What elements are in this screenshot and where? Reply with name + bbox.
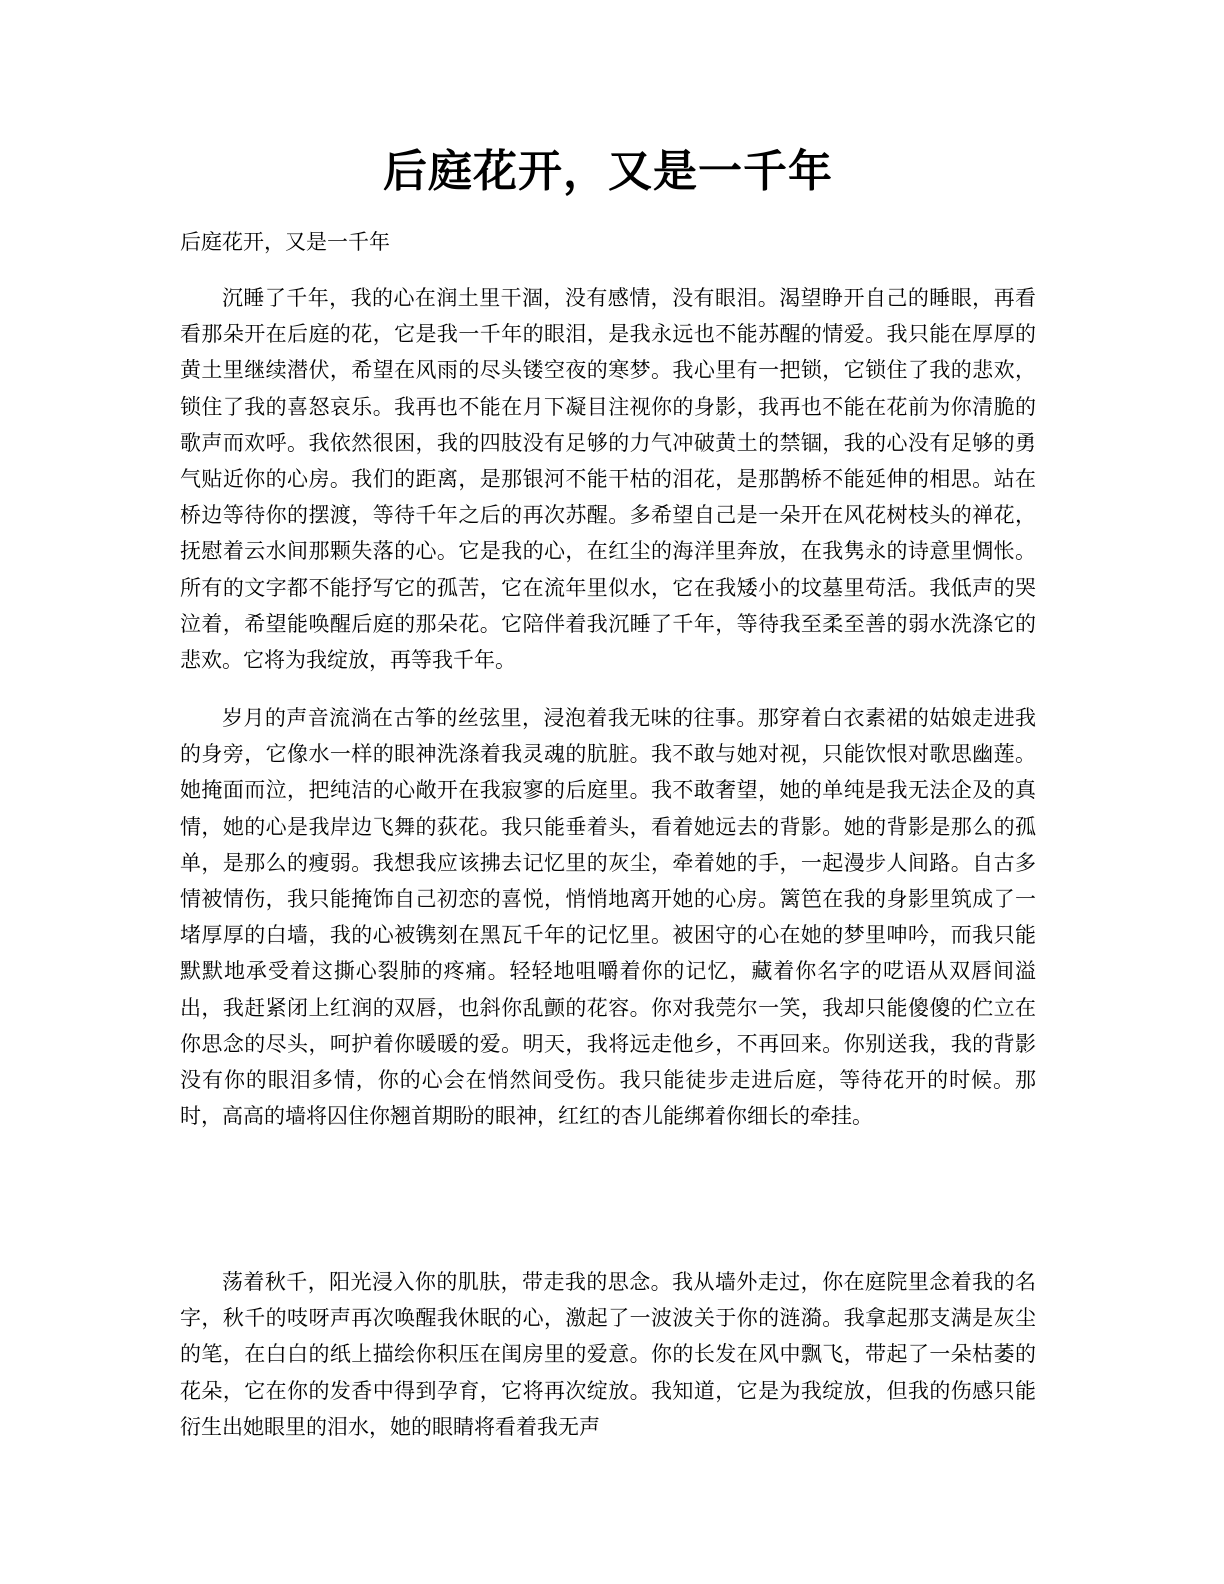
body-paragraph-1: 沉睡了千年，我的心在润土里干涸，没有感情，没有眼泪。渴望睁开自己的睡眼，再看看那朵开在后庭的花，它是我一千年的眼泪，是我永远也不能苏醒的情爱。我只能在厚厚的黄土里继续潜伏，希望在风雨的尽头镂空夜的寒梦。我心里有一把锁，它锁住了我的悲欢，锁住了我的喜怒哀乐。我再也不能在月下凝目注视你的身影，我再也不能在花前为你清脆的歌声而欢呼。我依然很困，我的四肢没有足够的力气冲破黄土的禁锢，我的心没有足够的勇气贴近你的心房。我们的距离，是那银河不能干枯的泪花，是那鹊桥不能延伸的相思。站在桥边等待你的摆渡，等待千年之后的再次苏醒。多希望自己是一朵开在风花树枝头的禅花，抚慰着云水间那颗失落的心。它是我的心，在红尘的海洋里奔放，在我隽永的诗意里惆怅。所有的文字都不能抒写它的孤苦，它在流年里似水，它在我矮小的坟墓里苟活。我低声的哭泣着，希望能唤醒后庭的那朵花。它陪伴着我沉睡了千年，等待我至柔至善的弱水洗涤它的悲欢。它将为我绽放，再等我千年。 [180,286,1036,673]
body-paragraph-3: 荡着秋千，阳光浸入你的肌肤，带走我的思念。我从墙外走过，你在庭院里念着我的名字，秋千的吱呀声再次唤醒我休眠的心，激起了一波波关于你的涟漪。我拿起那支满是灰尘的笔，在白白的纸上描绘你积压在闺房里的爱意。你的长发在风中飘飞，带起了一朵枯萎的花朵，它在你的发香中得到孕育，它将再次绽放。我知道，它是为我绽放，但我的伤感只能衍生出她眼里的泪水，她的眼睛将看着我无声 [180,1270,1036,1439]
document-page [180,0,1036,1584]
document-title: 后庭花开，又是一千年 [383,146,833,197]
body-paragraph-2: 岁月的声音流淌在古筝的丝弦里，浸泡着我无味的往事。那穿着白衣素裙的姑娘走进我的身旁，它像水一样的眼神洗涤着我灵魂的肮脏。我不敢与她对视，只能饮恨对歌思幽莲。她掩面而泣，把纯洁的心敞开在我寂寥的后庭里。我不敢奢望，她的单纯是我无法企及的真情，她的心是我岸边飞舞的荻花。我只能垂着头，看着她远去的背影。她的背影是那么的孤单，是那么的瘦弱。我想我应该拂去记忆里的灰尘，牵着她的手，一起漫步人间路。自古多情被情伤，我只能掩饰自己初恋的喜悦，悄悄地离开她的心房。篱笆在我的身影里筑成了一堵厚厚的白墙，我的心被镌刻在黑瓦千年的记忆里。被困守的心在她的梦里呻吟，而我只能默默地承受着这撕心裂肺的疼痛。轻轻地咀嚼着你的记忆，藏着你名字的呓语从双唇间溢出，我赶紧闭上红润的双唇，也斜你乱颤的花容。你对我莞尔一笑，我却只能傻傻的伫立在你思念的尽头，呵护着你暖暖的爱。明天，我将远走他乡，不再回来。你别送我，我的背影没有你的眼泪多情，你的心会在悄然间受伤。我只能徒步走进后庭，等待花开的时候。那时，高高的墙将囚住你翘首期盼的眼神，红红的杏儿能绑着你细长的牵挂。 [180,706,1036,1129]
document-subtitle: 后庭花开，又是一千年 [180,230,390,254]
